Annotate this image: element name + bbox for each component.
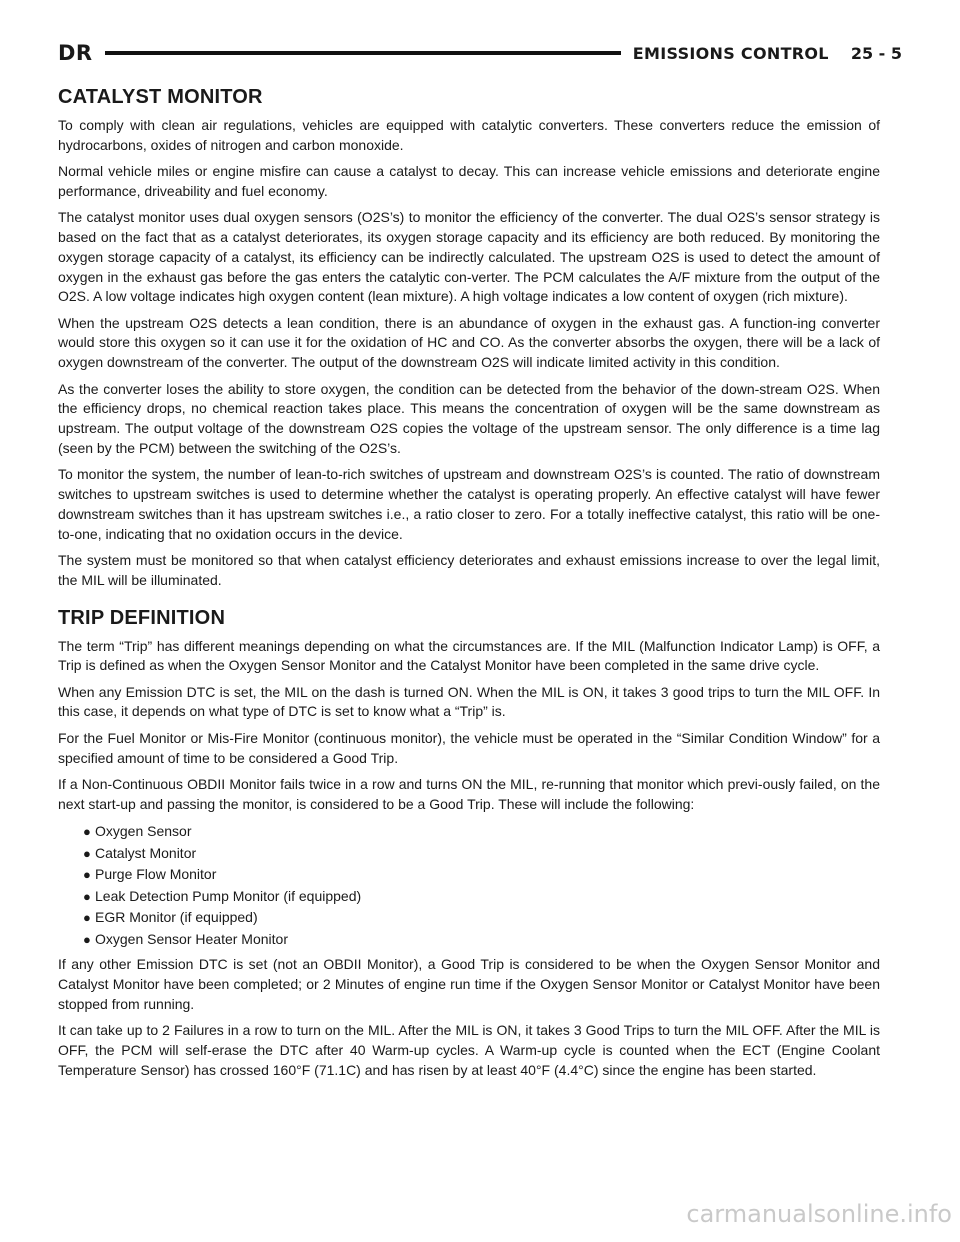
page-header bbox=[58, 38, 902, 68]
good-trip-monitor-list bbox=[58, 821, 880, 951]
header-rule bbox=[105, 51, 621, 55]
page-body bbox=[58, 86, 880, 1087]
catalyst-monitor-heading: CATALYST MONITOR bbox=[58, 86, 263, 108]
paragraph: Normal vehicle miles or engine misfire can cause a catalyst to decay. This can increase vehicle emissions and deteriorate engine performance, driveability and fuel economy. bbox=[58, 163, 880, 199]
paragraph: When the upstream O2S detects a lean condition, there is an abundance of oxygen in the exhaust gas. A function-ing converter would store this oxygen so it can use it for the oxidation of HC and CO. As the converter absorbs the oxygen, there will be a lack of oxygen downstream of the converter. The output of the downstream O2S will indicate limited activity in this condition. bbox=[58, 314, 880, 371]
paragraph: The catalyst monitor uses dual oxygen sensors (O2S’s) to monitor the efficiency of the converter. The dual O2S’s sensor strategy is based on the fact that as a catalyst deteriorates, its oxygen storage capacity and its efficiency are both reduced. By monitoring the oxygen storage capacity of a catalyst, its efficiency can be indirectly calculated. The upstream O2S is used to detect the amount of oxygen in the exhaust gas before the gas enters the catalytic con-verter. The PCM calculates the A/F mixture from the output of the O2S. A low voltage indicates high oxygen content (lean mixture). A high voltage indicates a low content of oxygen (rich mixture). bbox=[58, 209, 880, 305]
header-model-code: DR bbox=[58, 41, 93, 65]
bullet-icon: ● bbox=[83, 823, 91, 839]
bullet-icon: ● bbox=[83, 867, 91, 883]
list-item: ● Oxygen Sensor Heater Monitor bbox=[58, 929, 880, 951]
header-section-title: EMISSIONS CONTROL bbox=[632, 43, 829, 63]
paragraph: The term “Trip” has different meanings depending on what the circumstances are. If the MIL (Malfunction Indicator Lamp) is OFF, a Trip is defined as when the Oxygen Sensor Monitor and the Catalyst Monitor have been completed in the same drive cycle. bbox=[58, 637, 880, 674]
list-item: ● Purge Flow Monitor bbox=[58, 864, 880, 886]
list-item: ● Leak Detection Pump Monitor (if equipped) bbox=[58, 886, 880, 908]
bullet-icon: ● bbox=[83, 845, 91, 861]
paragraph: The system must be monitored so that when catalyst efficiency deteriorates and exhaust emissions increase to over the legal limit, the MIL will be illuminated. bbox=[58, 551, 880, 588]
list-item: ● EGR Monitor (if equipped) bbox=[58, 907, 880, 929]
paragraph: As the converter loses the ability to store oxygen, the condition can be detected from the behavior of the down-stream O2S. When the efficiency drops, no chemical reaction takes place. This means the concentration of oxygen will be the same downstream as upstream. The output voltage of the downstream O2S copies the voltage of the upstream sensor. The only difference is a time lag (seen by the PCM) between the switching of the O2S’s. bbox=[58, 380, 880, 456]
paragraph: To comply with clean air regulations, vehicles are equipped with catalytic converters. These converters reduce the emission of hydrocarbons, oxides of nitrogen and carbon monoxide. bbox=[58, 117, 880, 153]
bullet-icon: ● bbox=[83, 888, 91, 904]
bullet-icon: ● bbox=[83, 910, 91, 926]
paragraph: It can take up to 2 Failures in a row to turn on the MIL. After the MIL is ON, it takes 3 Good Trips to turn the MIL OFF. After the MIL is OFF, the PCM will self-erase the DTC after 40 Warm-up cycles. A Warm-up cycle is counted when the ECT (Engine Coolant Temperature Sensor) has crossed 160°F (71.1C) and has risen by at least 40°F (4.4°C) since the engine has been started. bbox=[58, 1022, 880, 1078]
paragraph: If any other Emission DTC is set (not an OBDII Monitor), a Good Trip is considered to be when the Oxygen Sensor Monitor and Catalyst Monitor have been completed; or 2 Minutes of engine run time if the Oxygen Sensor Monitor or Catalyst Monitor have been stopped from running. bbox=[58, 956, 880, 1013]
site-watermark: carmanualsonline.info bbox=[686, 1200, 952, 1228]
list-item: ● Catalyst Monitor bbox=[58, 843, 880, 865]
paragraph: To monitor the system, the number of lean-to-rich switches of upstream and downstream O2S’s is counted. The ratio of downstream switches to upstream switches is used to determine whether the catalyst is operating properly. An effective catalyst will have fewer downstream switches than it has upstream switches i.e., a ratio closer to zero. For a totally ineffective catalyst, this ratio will be one-to-one, indicating that no oxidation occurs in the device. bbox=[58, 466, 880, 542]
paragraph: When any Emission DTC is set, the MIL on the dash is turned ON. When the MIL is ON, it takes 3 good trips to turn the MIL OFF. In this case, it depends on what type of DTC is set to know what a “Trip” is. bbox=[58, 683, 880, 720]
paragraph: If a Non-Continuous OBDII Monitor fails twice in a row and turns ON the MIL, re-running that monitor which previ-ously failed, on the next start-up and passing the monitor, is considered to be a Good Trip. These will include the following: bbox=[58, 775, 880, 812]
trip-definition-heading: TRIP DEFINITION bbox=[58, 606, 226, 629]
bullet-icon: ● bbox=[83, 931, 91, 947]
header-page-number: 25 - 5 bbox=[850, 43, 902, 63]
list-item: ● Oxygen Sensor bbox=[58, 821, 880, 843]
paragraph: For the Fuel Monitor or Mis-Fire Monitor (continuous monitor), the vehicle must be operated in the “Similar Condition Window” for a specified amount of time to be considered a Good Trip. bbox=[58, 729, 880, 766]
